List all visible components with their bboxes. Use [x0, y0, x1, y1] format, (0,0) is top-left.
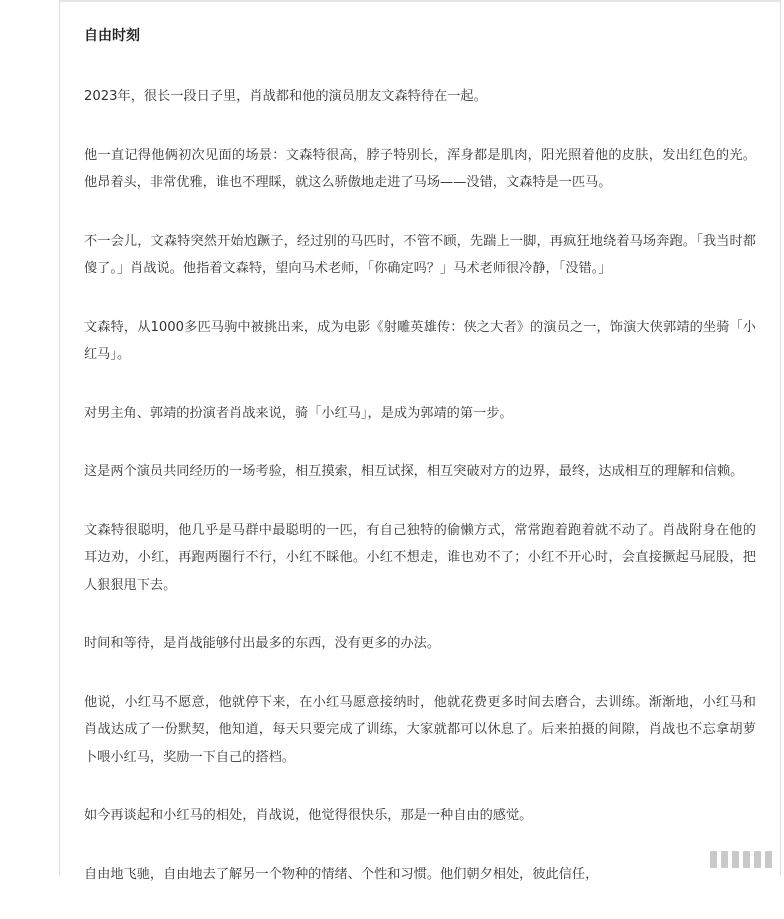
top-divider	[60, 0, 780, 2]
ellipsis-bar	[721, 851, 728, 868]
article-paragraph: 他说，小红马不愿意，他就停下来，在小红马愿意接纳时，他就花费更多时间去磨合，去训练。渐渐地，小红马和肖战达成了一份默契，他知道，每天只要完成了训练，大家就都可以休息了。后来拍摄的间隙，肖战也不忘拿胡萝卜喂小红马，奖励一下自己的搭档。	[84, 694, 756, 765]
article-paragraph: 这是两个演员共同经历的一场考验，相互摸索，相互试探，相互突破对方的边界，最终，达成相互的理解和信赖。	[84, 464, 744, 479]
ellipsis-bar	[765, 851, 772, 868]
article-paragraph: 他一直记得他俩初次见面的场景：文森特很高，脖子特别长，浑身都是肌肉，阳光照着他的皮肤，发出红色的光。他昂着头，非常优雅，谁也不理睬，就这么骄傲地走进了马场——没错，文森特是一匹马。	[84, 147, 756, 190]
article-body	[84, 22, 756, 919]
ellipsis-bar	[743, 851, 750, 868]
article-frame	[59, 0, 781, 882]
article-paragraph: 如今再谈起和小红马的相处，肖战说，他觉得很快乐，那是一种自由的感觉。	[84, 808, 533, 823]
article-paragraph: 时间和等待，是肖战能够付出最多的东西，没有更多的办法。	[84, 636, 441, 651]
article-paragraph: 文森特很聪明，他几乎是马群中最聪明的一匹，有自己独特的偷懒方式，常常跑着跑着就不动了。肖战附身在他的耳边劝，小红，再跑两圈行不行，小红不睬他。小红不想走，谁也劝不了；小红不开心时，会直接撅起马屁股，把人狠狠甩下去。	[84, 522, 756, 593]
ellipsis-bar	[754, 851, 761, 868]
ellipsis-bar	[732, 851, 739, 868]
article-title: 自由时刻	[84, 28, 140, 44]
article-paragraph: 2023年，很长一段日子里，肖战都和他的演员朋友文森特待在一起。	[84, 89, 487, 104]
article-paragraph: 不一会儿，文森特突然开始尥蹶子，经过别的马匹时，不管不顾，先踹上一脚，再疯狂地绕着马场奔跑。「我当时都傻了。」肖战说。他指着文森特，望向马术老师，「你确定吗？」马术老师很冷静，「没错。」	[84, 233, 756, 276]
ellipsis-bars-icon[interactable]	[710, 851, 772, 868]
article-paragraph-truncated: 自由地飞驰，自由地去了解另一个物种的情绪、个性和习惯。他们朝夕相处，彼此信任，	[84, 866, 599, 882]
article-paragraph: 文森特，从1000多匹马驹中被挑出来，成为电影《射雕英雄传：侠之大者》的演员之一，饰演大侠郭靖的坐骑「小红马」。	[84, 319, 756, 362]
truncation-fade	[630, 841, 780, 875]
ellipsis-bar	[710, 851, 717, 868]
article-paragraph: 对男主角、郭靖的扮演者肖战来说，骑「小红马」，是成为郭靖的第一步。	[84, 405, 513, 421]
